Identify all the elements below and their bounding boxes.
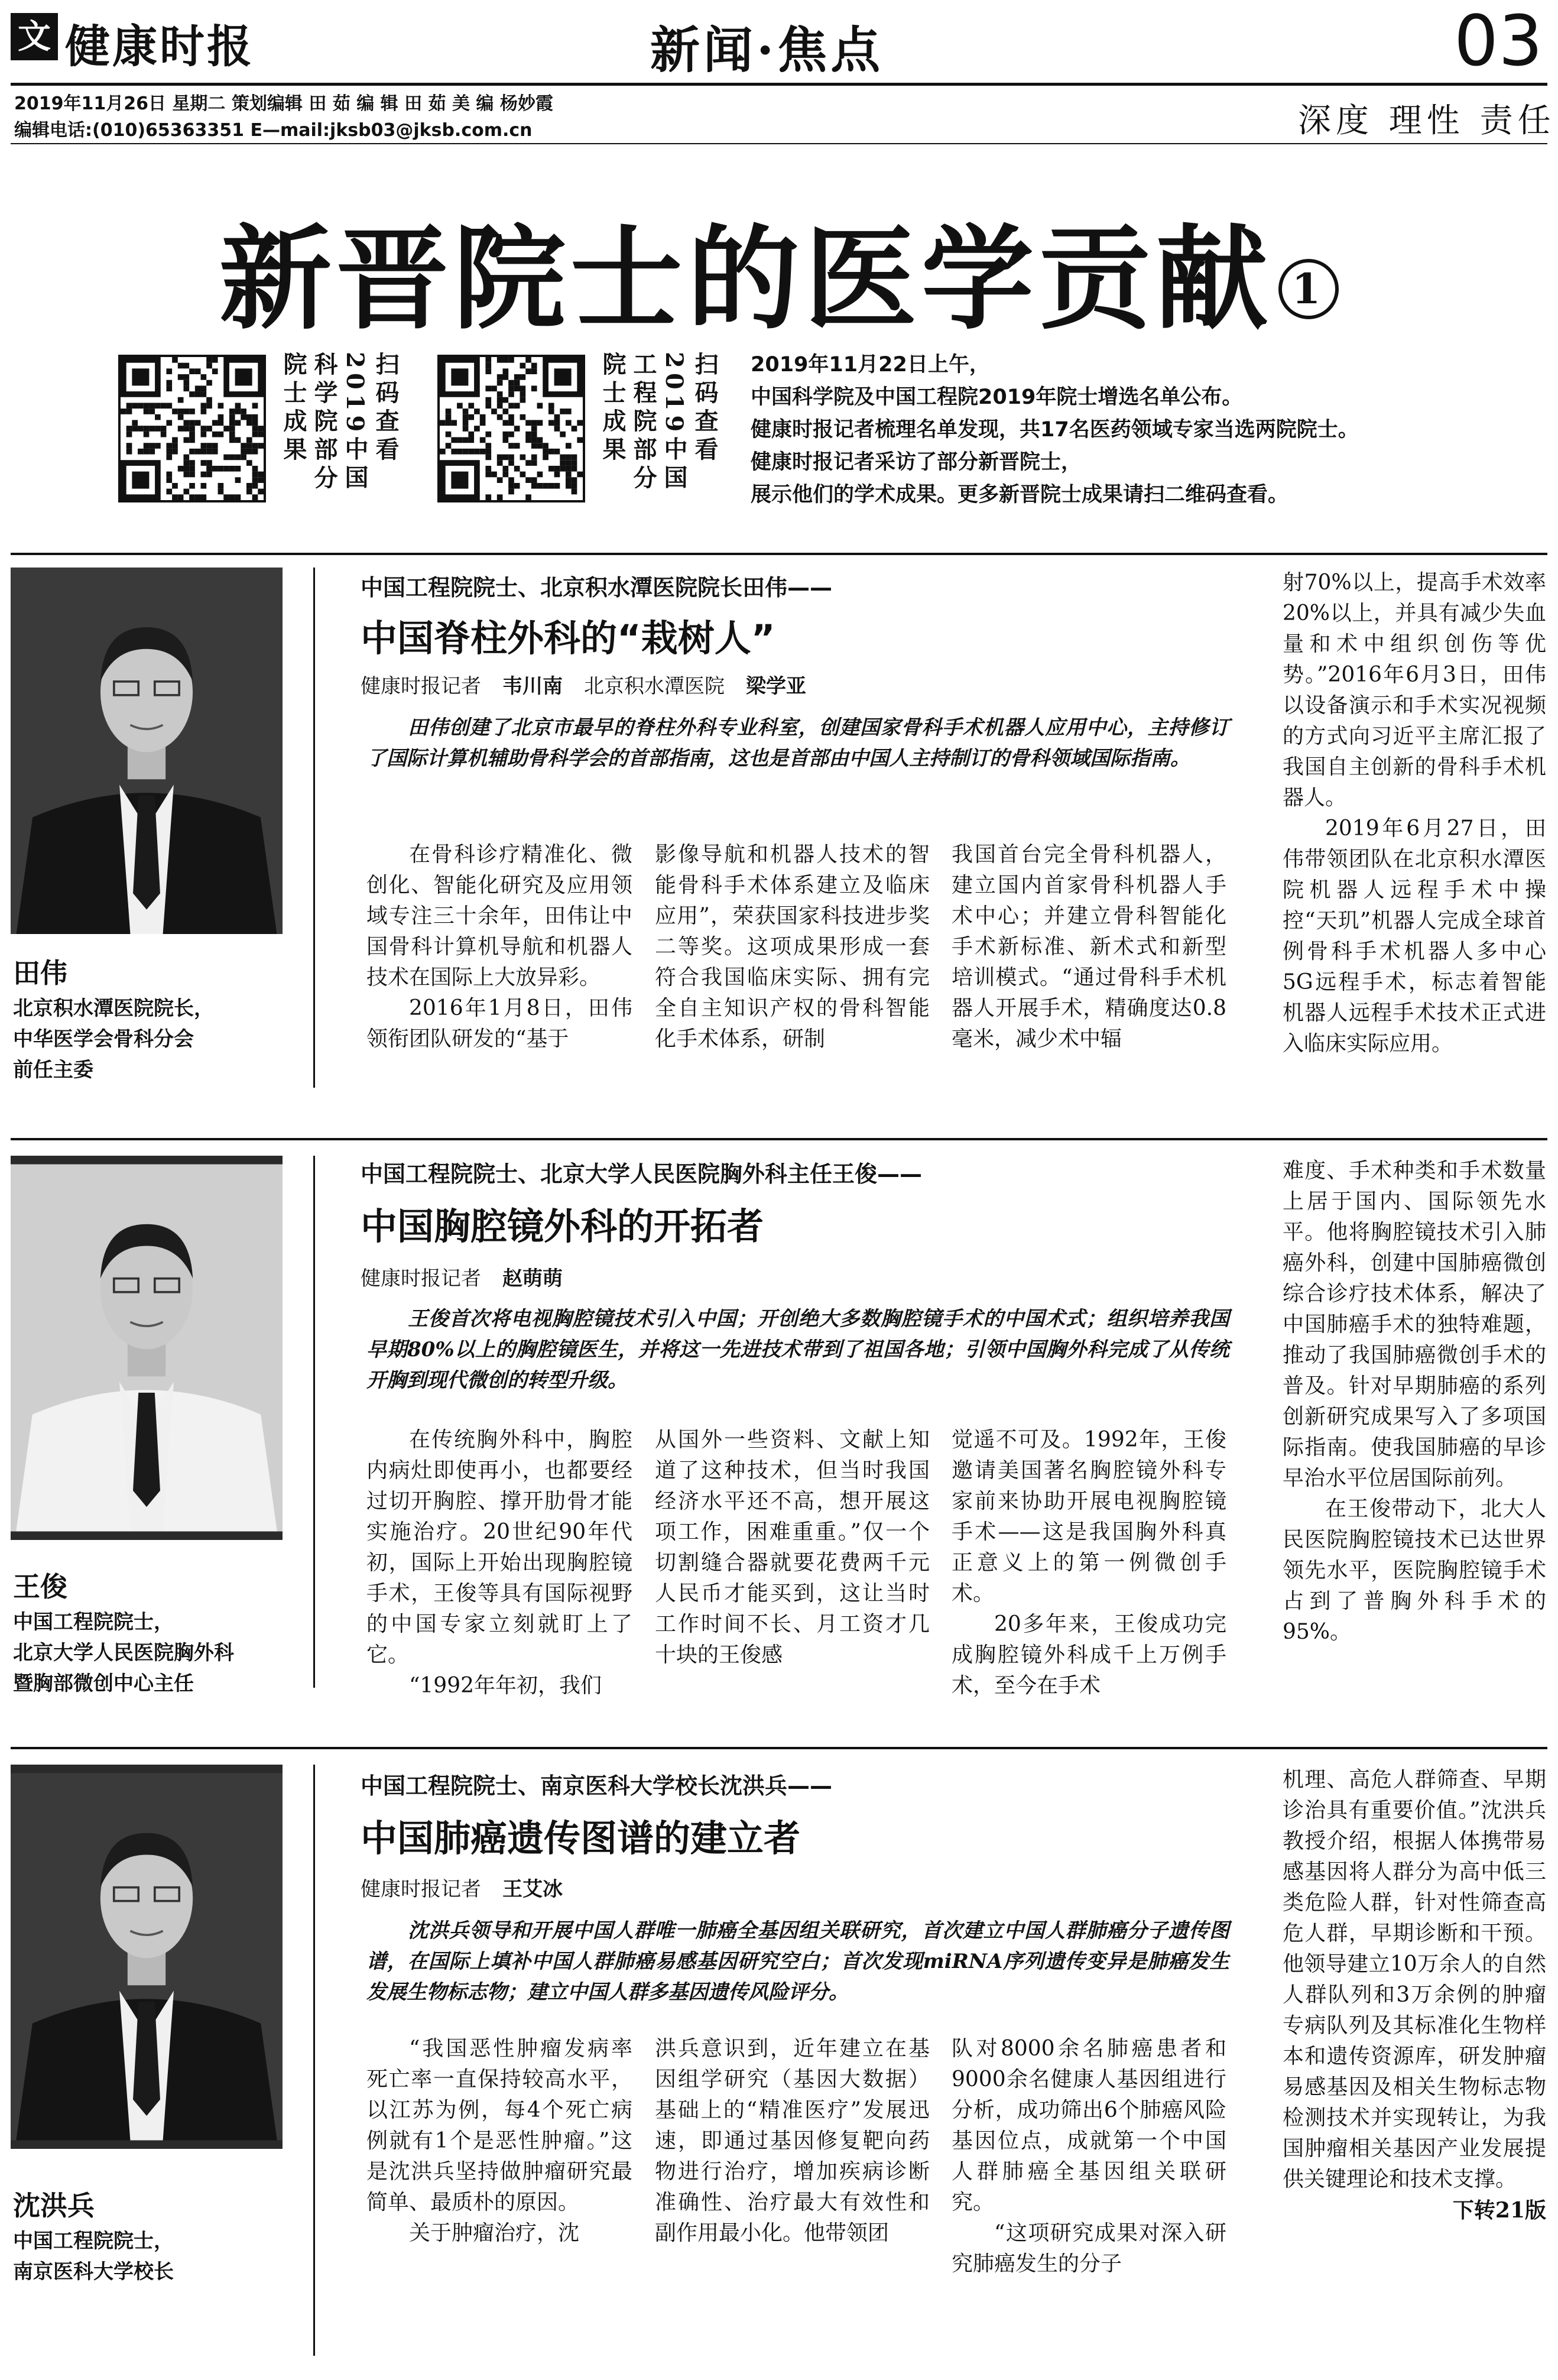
paragraph: “1992年年初，我们 — [409, 1674, 602, 1698]
paragraph: 20多年来，王俊成功完成胸腔镜外科成千上万例手术，至今在手术 — [952, 1612, 1226, 1698]
article-lead: 王俊首次将电视胸腔镜技术引入中国；开创绝大多数胸腔镜手术的中国术式；组织培养我国早期80%以上的胸腔镜医生，并将这一先进技术带到了祖国各地；引领中国胸外科完成了从传统开胸到现代微创的转型升级。 — [366, 1307, 1229, 1392]
section-title: 新闻·焦点 — [650, 21, 884, 79]
person-title-line: 中国工程院院士， — [13, 1610, 174, 1634]
article-column — [655, 839, 930, 1055]
person-title — [13, 1607, 234, 1699]
person-title-line: 北京积水潭医院院长， — [13, 997, 214, 1020]
byline-label: 健康时报记者 — [361, 675, 481, 698]
portrait-photo-shen-hongbing — [11, 1765, 283, 2149]
article-kicker: 中国工程院院士、北京积水潭医院院长田伟—— — [361, 575, 833, 601]
qr-caption-cae: 扫码查看2019中国工程院部分院士成果 — [599, 352, 719, 494]
paragraph: 2019年6月27日，田伟带领团队在北京积水潭医院机器人远程手术中操控“天玑”机器人完成全球首例骨科手术机器人多中心5G远程手术，标志着智能机器人远程手术技术正式进入临床实际应用。 — [1283, 816, 1546, 1056]
section-slogan: 深度 理性 责任 — [1298, 102, 1556, 140]
article-lead: 沈洪兵领导和开展中国人群唯一肺癌全基因组关联研究，首次建立中国人群肺癌分子遗传图谱，在国际上填补中国人群肺癌易感基因研究空白；首次发现miRNA序列遗传变异是肺癌发生发展生物标志物；建立中国人群多基因遗传风险评分。 — [366, 1919, 1229, 2004]
article-divider — [11, 1747, 1547, 1749]
paragraph: 从国外一些资料、文献上知道了这种技术，但当时我国经济水平还不高，想开展这项工作，困难重重。”仅一个切割缝合器就要花费两千元人民币才能买到，这让当时工作时间不长、月工资才几十块的王俊感 — [655, 1428, 930, 1667]
article-column — [1283, 1765, 1546, 2226]
paragraph-text: 机理、高危人群筛查、早期诊治具有重要价值。”沈洪兵教授介绍，根据人体携带易感基因将人群分为高中低三类危险人群，针对性筛查高危人群，早期诊断和干预。他领导建立10万余人的自然人群队列和3万余例的肿瘤专病队列及其标准化生物样本和遗传资源库，研发肿瘤易感基因及相关生物标志物检测技术并实现转让，为我国肿瘤相关基因产业发展提供关键理论和技术支撑。 — [1283, 1768, 1546, 2191]
paragraph: 关于肿瘤治疗，沈 — [409, 2221, 580, 2245]
article-column — [655, 2034, 930, 2249]
article-divider — [11, 553, 1547, 555]
main-title — [0, 189, 1558, 351]
qr-code-icon[interactable] — [118, 355, 266, 502]
newspaper-logo-mark: 文 — [11, 13, 58, 60]
paragraph: 难度、手术种类和手术数量上居于国内、国际领先水平。他将胸腔镜技术引入肺癌外科，创建中国肺癌微创综合诊疗技术体系，解决了中国肺癌手术的独特难题，推动了我国肺癌微创手术的普及。针对早期肺癌的系列创新研究成果写入了多项国际指南。使我国肺癌的早诊早治水平位居国际前列。 — [1283, 1159, 1546, 1490]
intro-line: 展示他们的学术成果。更多新晋院士成果请扫二维码查看。 — [751, 483, 1289, 507]
article-column — [366, 1425, 632, 1701]
column-rule — [313, 1156, 315, 1688]
paragraph: “我国恶性肿瘤发病率死亡率一直保持较高水平，以江苏为例，每4个死亡病例就有1个是恶性肿瘤。”这是沈洪兵坚持做肿瘤研究最简单、最质朴的原因。 — [366, 2037, 632, 2214]
byline-name: 韦川南 — [502, 675, 563, 698]
intro-line: 2019年11月22日上午， — [751, 353, 990, 377]
person-name: 王俊 — [13, 1571, 67, 1603]
paragraph: 2016年1月8日，田伟领衔团队研发的“基于 — [366, 996, 632, 1051]
byline-name: 北京积水潭医院 — [584, 675, 725, 698]
article-column — [655, 1425, 930, 1671]
article-column — [366, 2034, 632, 2249]
article-headline: 中国胸腔镜外科的开拓者 — [361, 1205, 764, 1248]
person-title-line: 暨胸部微创中心主任 — [13, 1672, 194, 1695]
article-lead: 田伟创建了北京市最早的脊柱外科专业科室，创建国家骨科手术机器人应用中心，主持修订了国际计算机辅助骨科学会的首部指南，这也是首部由中国人主持制订的骨科领域国际指南。 — [366, 716, 1229, 770]
person-title-line: 北京大学人民医院胸外科 — [13, 1641, 234, 1665]
column-rule — [313, 1765, 315, 2356]
byline-label: 健康时报记者 — [361, 1878, 481, 1901]
portrait-photo-tian-wei — [11, 568, 283, 934]
qr-caption-cas: 扫码查看2019中国科学院部分院士成果 — [280, 352, 400, 494]
intro-line: 健康时报记者梳理名单发现，共17名医药领域专家当选两院院士。 — [751, 418, 1359, 442]
paragraph: “这项研究成果对深入研究肺癌发生的分子 — [952, 2221, 1226, 2276]
article-column — [952, 1425, 1226, 1701]
byline-label: 健康时报记者 — [361, 1267, 481, 1290]
portrait-photo-wang-jun — [11, 1156, 283, 1540]
article-column — [952, 839, 1226, 1055]
newspaper-name: 健康时报 — [65, 20, 254, 73]
person-name: 田伟 — [13, 957, 67, 989]
article-column — [952, 2034, 1226, 2280]
header-rule-bottom — [11, 143, 1547, 144]
article-column — [1283, 1156, 1546, 1648]
person-name: 沈洪兵 — [13, 2190, 95, 2222]
article-column — [1283, 568, 1546, 1059]
qr-code-icon[interactable] — [437, 355, 585, 502]
person-title-line: 前任主委 — [13, 1058, 93, 1082]
paragraph: 射70%以上，提高手术效率20%以上，并具有减少失血量和术中组织创伤等优势。”2016年6月3日，田伟以设备演示和手术实况视频的方式向习近平主席汇报了我国自主创新的骨科手术机器人。 — [1283, 570, 1546, 810]
article-headline: 中国脊柱外科的“栽树人” — [361, 617, 775, 660]
paragraph: 洪兵意识到，近年建立在基因组学研究（基因大数据）基础上的“精准医疗”发展迅速，即通过基因修复靶向药物进行治疗，增加疾病诊断准确性、治疗最大有效性和副作用最小化。他带领团 — [655, 2037, 930, 2245]
page-number: 03 — [1454, 0, 1543, 82]
paragraph: 影像导航和机器人技术的智能骨科手术体系建立及临床应用”，荣获国家科技进步奖二等奖。这项成果形成一套符合我国临床实际、拥有完全自主知识产权的骨科智能化手术体系，研制 — [655, 842, 930, 1051]
article-headline: 中国肺癌遗传图谱的建立者 — [361, 1817, 801, 1860]
article-byline — [361, 670, 806, 699]
paragraph: 队对8000余名肺癌患者和9000余名健康人基因组进行分析，成功筛出6个肺癌风险基因位点，成就第一个中国人群肺癌全基因组关联研究。 — [952, 2037, 1226, 2214]
paragraph: 我国首台完全骨科机器人，建立国内首家骨科机器人手术中心；并建立骨科智能化手术新标准、新术式和新型培训模式。“通过骨科手术机器人开展手术，精确度达0.8毫米，减少术中辐 — [952, 842, 1226, 1051]
paragraph — [1283, 1765, 1546, 2223]
editor-contact: 编辑电话:(010)65363351 E—mail:jksb03@jksb.com.cn — [14, 120, 533, 141]
person-title-line: 中华医学会骨科分会 — [13, 1027, 194, 1051]
person-title-line: 南京医科大学校长 — [13, 2260, 174, 2284]
byline-name: 赵萌萌 — [502, 1267, 563, 1290]
column-rule — [313, 568, 315, 1088]
paragraph: 在传统胸外科中，胸腔内病灶即使再小，也都要经过切开胸腔、撑开肋骨才能实施治疗。20世纪90年代初，国际上开始出现胸腔镜手术，王俊等具有国际视野的中国专家立刻就盯上了它。 — [366, 1428, 632, 1667]
article-byline — [361, 1262, 563, 1291]
article-divider — [11, 1138, 1547, 1140]
article-kicker: 中国工程院院士、北京大学人民医院胸外科主任王俊—— — [361, 1161, 923, 1187]
byline-name: 王艾冰 — [502, 1878, 563, 1901]
series-number-badge: 1 — [1278, 259, 1339, 319]
intro-text — [751, 349, 1359, 511]
person-title — [13, 993, 214, 1085]
article-column — [366, 839, 632, 1055]
main-title-text: 新晋院士的医学贡献 — [219, 213, 1273, 345]
continued-on-link[interactable]: 下转21版 — [1452, 2198, 1546, 2223]
paragraph: 在骨科诊疗精准化、微创化、智能化研究及应用领域专注三十余年，田伟让中国骨科计算机导航和机器人技术在国际上大放异彩。 — [366, 842, 632, 990]
article-byline — [361, 1873, 563, 1902]
paragraph: 觉遥不可及。1992年，王俊邀请美国著名胸腔镜外科专家前来协助开展电视胸腔镜手术——这是我国胸外科真正意义上的第一例微创手术。 — [952, 1428, 1226, 1606]
person-title-line: 中国工程院院士， — [13, 2229, 174, 2253]
header-rule — [11, 83, 1547, 86]
edition-meta: 2019年11月26日 星期二 策划编辑 田 茹 编 辑 田 茹 美 编 杨妙霞 — [14, 93, 553, 114]
person-title — [13, 2226, 174, 2287]
intro-line: 中国科学院及中国工程院2019年院士增选名单公布。 — [751, 385, 1243, 409]
paragraph: 在王俊带动下，北大人民医院胸腔镜技术已达世界领先水平，医院胸腔镜手术占到了普胸外科手术的95%。 — [1283, 1497, 1546, 1644]
intro-line: 健康时报记者采访了部分新晋院士， — [751, 450, 1082, 474]
article-kicker: 中国工程院院士、南京医科大学校长沈洪兵—— — [361, 1773, 833, 1799]
byline-name: 梁学亚 — [746, 675, 806, 698]
